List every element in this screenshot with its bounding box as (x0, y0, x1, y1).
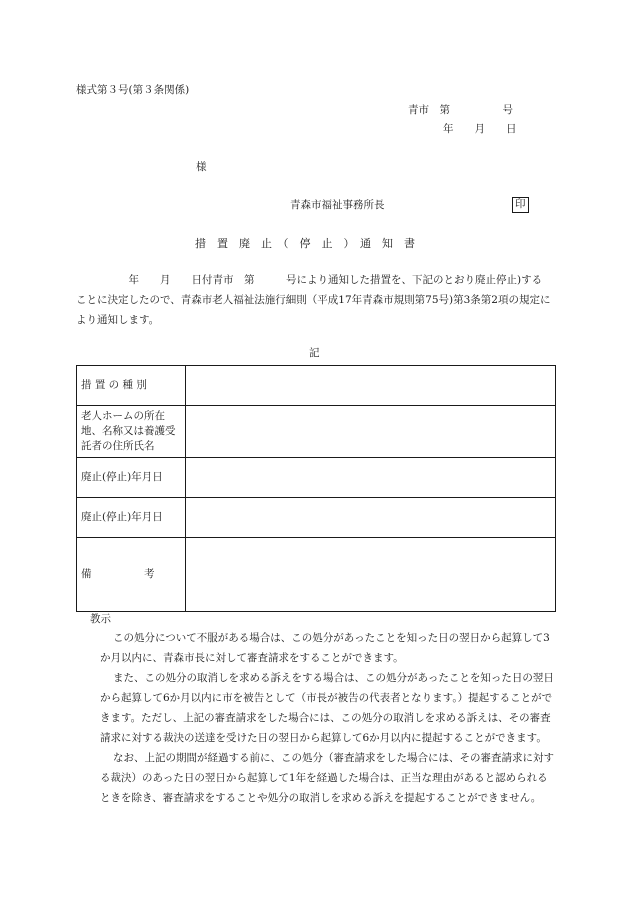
seal-label: 印 (512, 197, 529, 213)
sender-name: 青森市福祉事務所長 (290, 199, 385, 211)
recipient-suffix: 様 (196, 161, 207, 173)
notice-paragraph: なお、上記の期間が経過する前に、この処分（審査請求をした場合には、その審査請求に対する裁決）のあった日の翌日から起算して1年を経過した場合は、正当な理由があると認められるときを除き、審査請求をすることや処分の取消しを求める訴えを提起することができません。 (100, 752, 554, 804)
notice-paragraph: この処分について不服がある場合は、この処分があったことを知った日の翌日から起算して3か月以内に、青森市長に対して審査請求をすることができます。 (100, 632, 550, 664)
row-value (186, 406, 556, 458)
table-row (77, 406, 556, 458)
row-label: 老人ホームの所在地、名称又は養護受託者の住所氏名 (77, 406, 186, 458)
document-number: 青市 第 号 (408, 104, 513, 116)
row-label: 備 考 (77, 538, 186, 612)
items-table (76, 365, 556, 612)
row-label: 廃止(停止)年月日 (77, 498, 186, 538)
notice-heading: 教示 (90, 613, 111, 625)
body-paragraph: 年 月 日付青市 第 号により通知した措置を、下記のとおり廃止停止)することに決定したので、青森市老人福祉法施行細則（平成17年青森市規則第75号)第3条第2項の規定により通知します。 (76, 274, 551, 326)
table-row (77, 538, 556, 612)
row-value (186, 498, 556, 538)
form-label: 様式第３号(第３条関係) (76, 84, 190, 96)
document-title: 措 置 廃 止 （ 停 止 ） 通 知 書 (195, 237, 415, 250)
row-label: 措 置 の 種 別 (77, 366, 186, 406)
seal-mark (512, 197, 529, 213)
notice-body (100, 628, 555, 808)
row-label: 廃止(停止)年月日 (77, 458, 186, 498)
row-value (186, 538, 556, 612)
notice-paragraph: また、この処分の取消しを求める訴えをする場合は、この処分があったことを知った日の翌日から起算して6か月以内に市を被告として（市長が被告の代表者となります。）提起することができます。ただし、上記の審査請求をした場合には、この処分の取消しを求める訴えは、その審査請求に対する裁決の送達を受けた日の翌日から起算して6か月以内に提起することができます。 (100, 672, 554, 744)
table-row (77, 458, 556, 498)
row-value (186, 458, 556, 498)
row-value (186, 366, 556, 406)
table-row (77, 366, 556, 406)
document-date: 年 月 日 (443, 123, 517, 135)
ki-heading: 記 (309, 347, 320, 359)
table-row (77, 498, 556, 538)
